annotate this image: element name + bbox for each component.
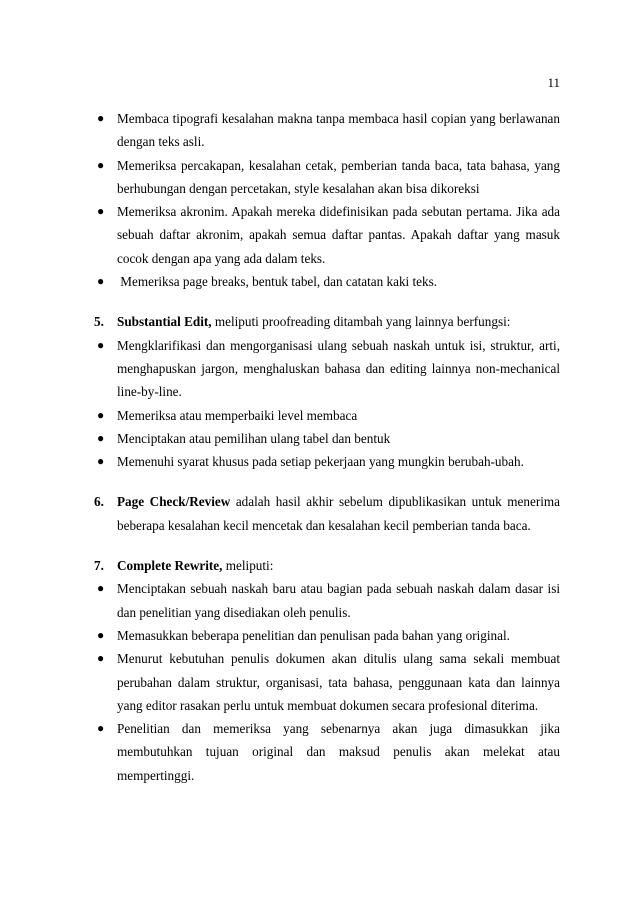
bullet-icon: ● xyxy=(97,111,105,125)
section-text: meliputi proofreading ditambah yang lainnya berfungsi: xyxy=(211,314,511,330)
section-text: meliputi: xyxy=(222,558,274,574)
list-item-text: Memeriksa atau memperbaiki level membaca xyxy=(117,407,358,423)
list-item-text: Membaca tipografi kesalahan makna tanpa membaca hasil copian yang berlawanan dengan teks asli. xyxy=(117,111,560,150)
bullet-icon: ● xyxy=(97,721,105,736)
list-item-text: Memasukkan beberapa penelitian dan penulisan pada bahan yang original. xyxy=(117,627,510,643)
bullet-icon: ● xyxy=(97,454,105,469)
section-7-heading xyxy=(94,554,560,577)
list-item xyxy=(94,154,560,201)
bullet-icon: ● xyxy=(97,651,105,666)
section-text: adalah hasil akhir sebelum dipublikasikan untuk menerima beberapa kesalahan kecil mencetak dan kesalahan kecil pemberian tanda baca. xyxy=(117,494,561,533)
list-item-text: Penelitian dan memeriksa yang sebenarnya akan juga dimasukkan jika membutuhkan tujuan original dan maksud penulis akan melekat atau mempertinggi. xyxy=(117,721,560,783)
section-6-paragraph xyxy=(94,490,560,537)
list-item-text: Memeriksa page breaks, bentuk tabel, dan catatan kaki teks. xyxy=(117,274,438,290)
section-number: 7. xyxy=(94,558,104,574)
bullet-icon: ● xyxy=(97,581,105,596)
list-item xyxy=(94,717,560,787)
list-item-text: Menurut kebutuhan penulis dokumen akan ditulis ulang sama sekali membuat perubahan dalam struktur, organisasi, tata bahasa, penggunaan kata dan lainnya yang editor rasakan perlu untuk membuat dokumen secara profesional diterima. xyxy=(117,651,560,713)
bullet-icon: ● xyxy=(97,407,105,422)
list-item xyxy=(94,404,560,427)
list-item-text: Memenuhi syarat khusus pada setiap pekerjaan yang mungkin berubah-ubah. xyxy=(117,454,524,470)
bullet-icon: ● xyxy=(97,430,105,445)
section-title: Substantial Edit, xyxy=(117,314,212,330)
section-title: Complete Rewrite, xyxy=(117,558,223,574)
list-item-text: Memeriksa akronim. Apakah mereka didefinisikan pada sebutan pertama. Jika ada sebuah daftar akronim, apakah semua daftar pantas. Apakah daftar yang masuk cocok dengan apa yang ada dalam teks. xyxy=(117,204,560,266)
list-item-text: Mengklarifikasi dan mengorganisasi ulang sebuah naskah untuk isi, struktur, arti, menghapuskan jargon, menghaluskan bahasa dan editing lainnya non-mechanical line-by-line. xyxy=(117,337,560,400)
list-item xyxy=(94,334,560,404)
bullet-icon: ● xyxy=(97,204,105,219)
section-number: 5. xyxy=(94,314,104,330)
list-item-text: Menciptakan atau pemilihan ulang tabel dan bentuk xyxy=(117,430,391,446)
list-item xyxy=(94,577,560,624)
bullet-icon: ● xyxy=(97,337,105,352)
section-title: Page Check/Review xyxy=(117,494,231,510)
list-item xyxy=(94,450,560,473)
page-number: 11 xyxy=(547,75,560,90)
list-item xyxy=(94,200,560,270)
list-item-text: Memeriksa percakapan, kesalahan cetak, pemberian tanda baca, tata bahasa, yang berhubungan dengan percetakan, style kesalahan akan bisa dikoreksi xyxy=(117,157,560,196)
section-number: 6. xyxy=(94,494,104,510)
list-item xyxy=(94,427,560,450)
list-item xyxy=(94,107,560,154)
document-body xyxy=(94,107,560,787)
bullet-icon: ● xyxy=(97,157,105,172)
list-item xyxy=(94,270,560,293)
bullet-icon: ● xyxy=(97,274,105,289)
bullet-icon: ● xyxy=(97,627,105,642)
list-item xyxy=(94,647,560,717)
list-item-text: Menciptakan sebuah naskah baru atau bagian pada sebuah naskah dalam dasar isi dan penelitian yang disediakan oleh penulis. xyxy=(117,581,560,620)
list-item xyxy=(94,624,560,647)
section-5-heading xyxy=(94,310,560,333)
